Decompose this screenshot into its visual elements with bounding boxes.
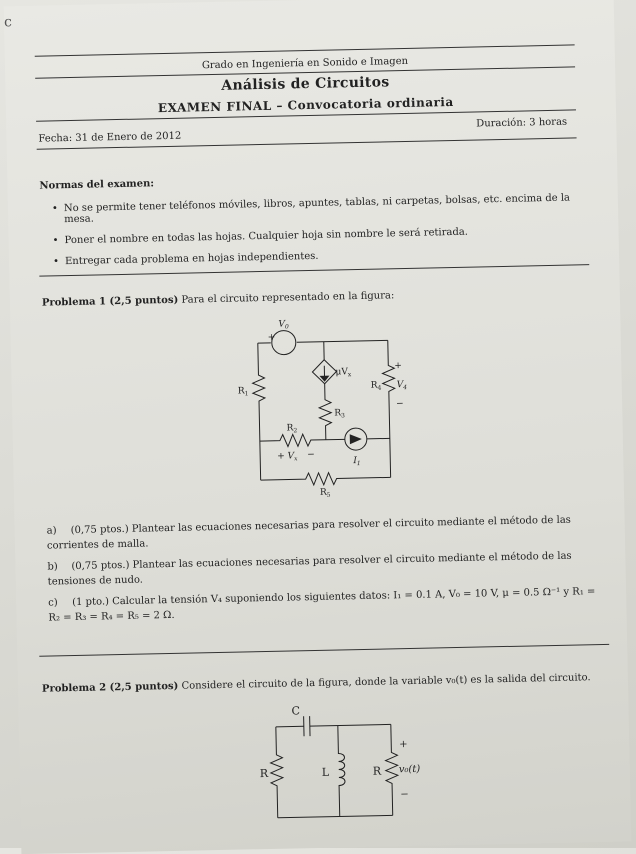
circuit-figure-1 (232, 310, 406, 504)
label-dep-source: $\mu V_x$ (335, 367, 352, 378)
label-r3: $R_3$ (334, 408, 345, 419)
rules-list (52, 192, 583, 277)
rule-item: • Entregar cada problema en hojas independientes. (53, 245, 583, 267)
part-c: c) (1 pto.) Calcular la tensión V₄ suponiendo los siguientes datos: I₁ = 0.1 A, V₀ = 10 V, μ = 0.5 Ω⁻¹ y R₁ = R₂ = R₃ = R₄ = R₅ = 2 Ω. (48, 584, 609, 626)
label-r2: $R_2$ (286, 423, 297, 434)
exam-duration: Duración: 3 horas (476, 117, 567, 130)
label-r-left: R (260, 767, 269, 780)
label-out-minus: − (400, 789, 409, 800)
problem2-statement: Considere el circuito de la figura, donde la variable v₀(t) es la salida del circuito. (181, 672, 590, 692)
resistor-r-right (385, 724, 399, 815)
rules-heading: Normas del examen: (39, 178, 154, 191)
problem1-divider (39, 644, 609, 657)
label-v4-minus: − (396, 399, 404, 409)
wire (278, 815, 393, 817)
label-v4: $V_4$ (397, 380, 408, 391)
part-b: b) (0,75 ptos.) Plantear las ecuaciones necesarias para resolver el circuito mediante el método de las tensiones de nudo. (47, 548, 608, 590)
label-v0-plus: + (268, 333, 276, 343)
label-r-right: R (373, 765, 382, 778)
rule-item: • No se permite tener teléfonos móviles, libros, apuntes, tablas, ni carpetas, bolsas, etc. encima de la mesa. (52, 192, 582, 225)
part-a: a) (0,75 ptos.) Plantear las ecuaciones necesarias para resolver el circuito mediante el método de las corrientes de malla. (47, 512, 608, 554)
bullet-icon: • (52, 203, 58, 214)
exam-date: Fecha: 31 de Enero de 2012 (38, 131, 181, 145)
label-v0: $V_0$ (278, 319, 289, 330)
label-i1: $I_1$ (352, 456, 361, 467)
degree-name: Grado en Ingeniería en Sonido e Imagen (35, 52, 575, 74)
resistor-r5 (261, 471, 391, 486)
problem1-statement: Para el circuito representado en la figura: (181, 290, 394, 305)
problem1-parts (47, 512, 609, 626)
label-vout: v₀(t) (399, 764, 421, 775)
rule-item: • Poner el nombre en todas las hojas. Cualquier hoja sin nombre le será retirada. (52, 224, 582, 246)
arrow-right-icon (350, 434, 362, 444)
label-r1: $R_1$ (238, 386, 249, 397)
wire (310, 724, 391, 726)
resistor-r3 (319, 384, 332, 440)
resistor-r2 (260, 433, 345, 447)
inductor-l (338, 725, 346, 816)
label-v4-plus: + (394, 361, 402, 371)
label-r5: $R_5$ (320, 488, 331, 499)
label-out-plus: + (399, 739, 408, 750)
wire (276, 726, 304, 727)
problem1-heading: Problema 1 (2,5 puntos) (42, 295, 179, 309)
problem2-heading: Problema 2 (2,5 puntos) (42, 681, 179, 695)
bullet-icon: • (53, 256, 59, 267)
resistor-r-left (270, 727, 284, 818)
label-r4: $R_4$ (371, 381, 382, 392)
problem1-intro (42, 284, 592, 311)
label-vx-minus: − (307, 450, 315, 460)
problem2-intro (42, 670, 612, 697)
exam-title: EXAMEN FINAL – Convocatoria ordinaria (36, 92, 576, 117)
capacitor-c (304, 716, 310, 736)
bullet-icon: • (52, 235, 58, 246)
label-c: C (291, 704, 300, 717)
exam-sheet (4, 0, 632, 854)
wire (297, 340, 388, 342)
label-vx: + $V_x$ (277, 451, 298, 462)
label-l: L (322, 766, 330, 779)
course-title: Análisis de Circuitos (35, 70, 575, 97)
margin-mark: c (4, 14, 12, 30)
circuit-figure-2 (250, 700, 423, 832)
resistor-r1 (252, 343, 267, 480)
